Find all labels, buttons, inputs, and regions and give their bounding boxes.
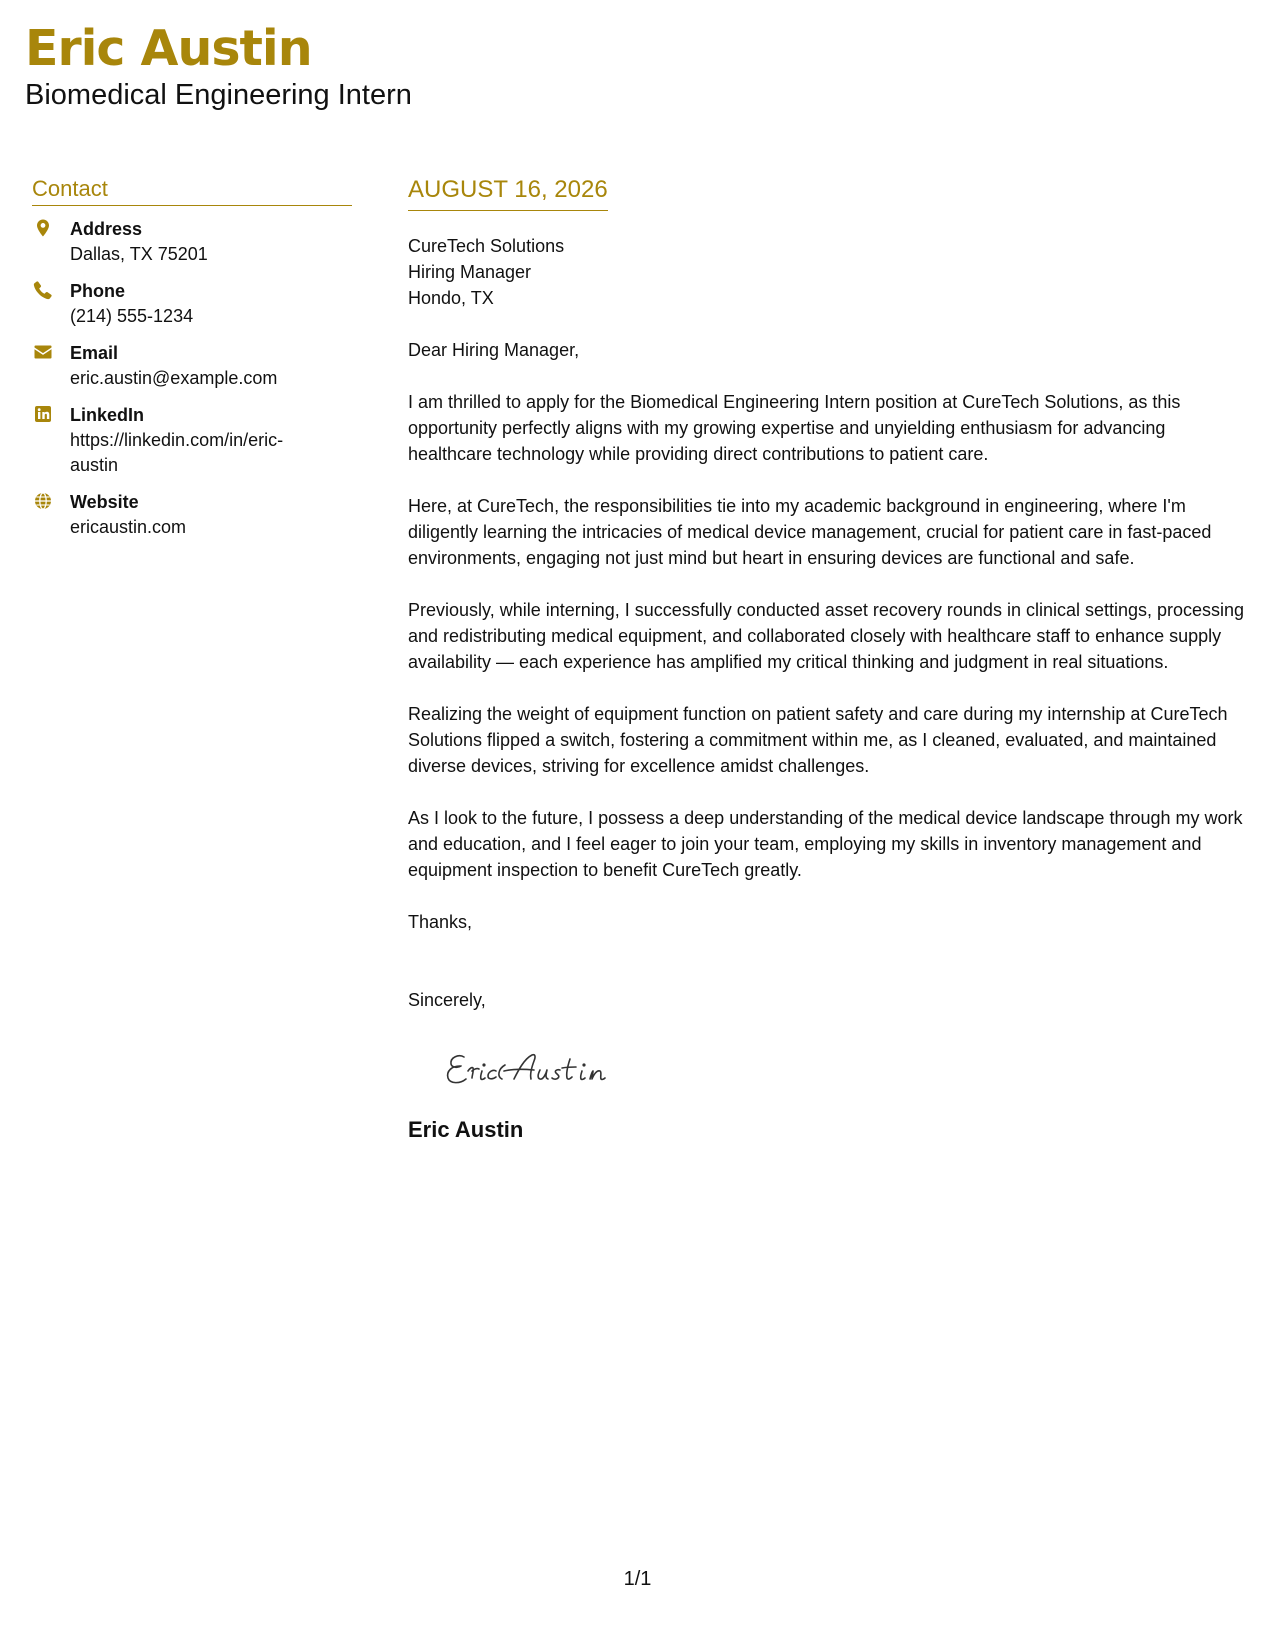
applicant-name: Eric Austin — [25, 20, 312, 77]
paragraph-1: I am thrilled to apply for the Biomedical Engineering Intern position at CureTech Solutions, as this opportunity perfectly aligns with my growing expertise and unyielding enthusiasm for advancing healthcare technology while providing direct contributions to patient care. — [408, 391, 1181, 464]
contact-value-phone: (214) 555-1234 — [70, 306, 194, 327]
paragraph-2: Here, at CureTech, the responsibilities tie into my academic background in engineering, where I'm diligently learning the intricacies of medical device management, crucial for patient care in fast-paced environments, engaging not just mind but heart in ensuring devices are functional and safe. — [408, 495, 1212, 568]
recipient-company: CureTech Solutions — [408, 235, 565, 256]
salutation: Dear Hiring Manager, — [408, 339, 580, 360]
signer-name: Eric Austin — [408, 1116, 524, 1142]
phone-icon — [33, 280, 53, 300]
recipient-location: Hondo, TX — [408, 287, 494, 308]
paragraph-3: Previously, while interning, I successfully conducted asset recovery rounds in clinical settings, processing and redistributing medical equipment, and collaborated closely with healthcare staff to enhance supply availability — each experience has amplified my critical thinking and judgment in real situations. — [408, 599, 1245, 672]
contact-item-linkedin — [32, 403, 352, 478]
contact-value-website[interactable]: ericaustin.com — [70, 517, 187, 538]
applicant-title: Biomedical Engineering Intern — [25, 79, 412, 111]
contact-item-website — [32, 490, 352, 540]
letter-date: AUGUST 16, 2026 — [408, 176, 608, 211]
contact-item-phone — [32, 279, 352, 329]
paragraph-5: As I look to the future, I possess a deep understanding of the medical device landscape through my work and education, and I feel eager to join your team, employing my skills in inventory management and equipment inspection to benefit CureTech greatly. — [408, 807, 1243, 880]
linkedin-icon — [33, 404, 53, 424]
contact-label-linkedin: LinkedIn — [70, 405, 145, 426]
contact-heading: Contact — [32, 176, 352, 206]
contact-label-address: Address — [70, 219, 143, 240]
email-icon — [33, 342, 53, 362]
thanks-line: Thanks, — [408, 911, 473, 932]
contact-item-email — [32, 341, 352, 391]
contact-value-address: Dallas, TX 75201 — [70, 244, 208, 265]
contact-item-address — [32, 217, 352, 267]
paragraph-4: Realizing the weight of equipment function on patient safety and care during my internship at CureTech Solutions flipped a switch, fostering a commitment within me, as I cleaned, evaluated, and maintained diverse devices, striving for excellence amidst challenges. — [408, 703, 1228, 776]
contact-label-phone: Phone — [70, 281, 126, 302]
contact-label-email: Email — [70, 343, 119, 364]
letter-body — [408, 176, 1248, 1143]
page-number: 1/1 — [623, 1568, 652, 1590]
map-pin-icon — [33, 218, 53, 238]
handwritten-signature — [442, 1041, 652, 1097]
closing-line: Sincerely, — [408, 989, 486, 1010]
recipient-role: Hiring Manager — [408, 261, 532, 282]
contact-value-linkedin[interactable]: https://linkedin.com/in/eric-austin — [70, 430, 284, 476]
contact-label-website: Website — [70, 492, 139, 513]
recipient-block — [408, 233, 1248, 311]
globe-icon — [33, 491, 53, 511]
contact-value-email[interactable]: eric.austin@example.com — [70, 368, 278, 389]
contact-sidebar — [32, 176, 352, 552]
